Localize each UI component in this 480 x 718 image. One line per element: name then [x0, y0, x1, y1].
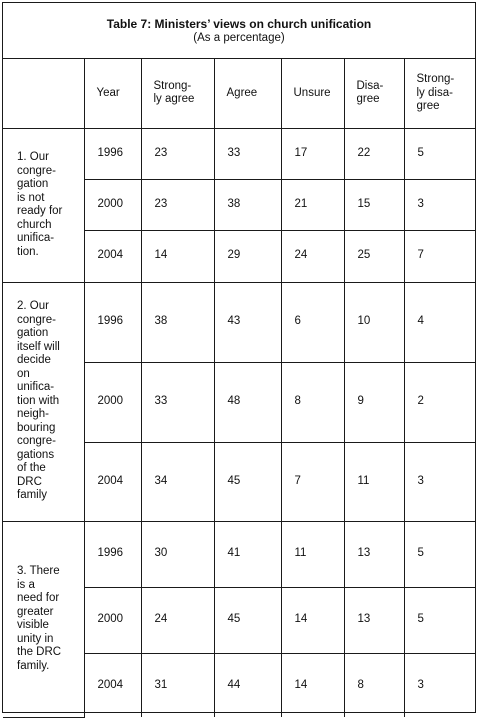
percentage-cell: 38 [141, 282, 214, 362]
percentage-cell: 43 [214, 282, 281, 362]
percentage-cell: 11 [281, 521, 344, 587]
percentage-cell: 13 [344, 521, 404, 587]
percentage-cell: 14 [141, 230, 214, 282]
year-cell: 1996 [84, 128, 141, 179]
percentage-cell: 23 [141, 179, 214, 230]
column-header: Unsure [281, 59, 344, 128]
table-title: Table 7: Ministers’ views on church unification [106, 17, 372, 31]
percentage-cell: 17 [281, 128, 344, 179]
percentage-cell: 3 [404, 179, 475, 230]
percentage-cell: 5 [404, 521, 475, 587]
percentage-cell: 7 [404, 230, 475, 282]
year-cell: 2000 [84, 587, 141, 653]
percentage-cell: 24 [141, 587, 214, 653]
year-cell: 2000 [84, 362, 141, 442]
percentage-cell: 15 [344, 179, 404, 230]
percentage-cell: 45 [214, 442, 281, 521]
percentage-cell: 44 [214, 653, 281, 717]
table-frame [2, 2, 476, 713]
percentage-cell: 41 [214, 521, 281, 587]
table-row [3, 282, 475, 362]
header-statement-cell [3, 59, 84, 128]
percentage-cell: 48 [214, 362, 281, 442]
percentage-cell: 3 [404, 653, 475, 717]
percentage-cell: 14 [281, 587, 344, 653]
percentage-cell: 38 [214, 179, 281, 230]
table-caption [3, 3, 475, 59]
header-row [3, 59, 475, 128]
column-header: Year [84, 59, 141, 128]
percentage-cell: 14 [281, 653, 344, 717]
percentage-cell: 13 [344, 587, 404, 653]
year-cell: 1996 [84, 282, 141, 362]
column-header: Disa- gree [344, 59, 404, 128]
percentage-cell: 33 [214, 128, 281, 179]
column-header: Agree [214, 59, 281, 128]
statement-cell: 2. Our congre- gation itself will decide on unifica- tion with neigh- bouring congre- gations of the DRC family [3, 282, 84, 521]
percentage-cell: 33 [141, 362, 214, 442]
percentage-cell: 8 [344, 653, 404, 717]
percentage-cell: 5 [404, 128, 475, 179]
statement-cell: 3. There is a need for greater visible unity in the DRC family. [3, 521, 84, 717]
percentage-cell: 34 [141, 442, 214, 521]
table-subtitle: (As a percentage) [193, 32, 285, 44]
year-cell: 2004 [84, 230, 141, 282]
percentage-cell: 10 [344, 282, 404, 362]
percentage-cell: 4 [404, 282, 475, 362]
percentage-cell: 25 [344, 230, 404, 282]
column-header: Strong- ly agree [141, 59, 214, 128]
views-table [3, 59, 475, 718]
percentage-cell: 22 [344, 128, 404, 179]
percentage-cell: 29 [214, 230, 281, 282]
year-cell: 2004 [84, 442, 141, 521]
year-cell: 2004 [84, 653, 141, 717]
percentage-cell: 6 [281, 282, 344, 362]
percentage-cell: 2 [404, 362, 475, 442]
percentage-cell: 9 [344, 362, 404, 442]
percentage-cell: 11 [344, 442, 404, 521]
percentage-cell: 21 [281, 179, 344, 230]
statement-cell: 1. Our congre- gation is not ready for church unifica- tion. [3, 128, 84, 282]
year-cell: 2000 [84, 179, 141, 230]
percentage-cell: 30 [141, 521, 214, 587]
percentage-cell: 3 [404, 442, 475, 521]
table-row [3, 521, 475, 587]
percentage-cell: 31 [141, 653, 214, 717]
percentage-cell: 5 [404, 587, 475, 653]
percentage-cell: 8 [281, 362, 344, 442]
column-header: Strong- ly disa- gree [404, 59, 475, 128]
year-cell: 1996 [84, 521, 141, 587]
percentage-cell: 23 [141, 128, 214, 179]
table-row [3, 128, 475, 179]
percentage-cell: 24 [281, 230, 344, 282]
percentage-cell: 45 [214, 587, 281, 653]
percentage-cell: 7 [281, 442, 344, 521]
